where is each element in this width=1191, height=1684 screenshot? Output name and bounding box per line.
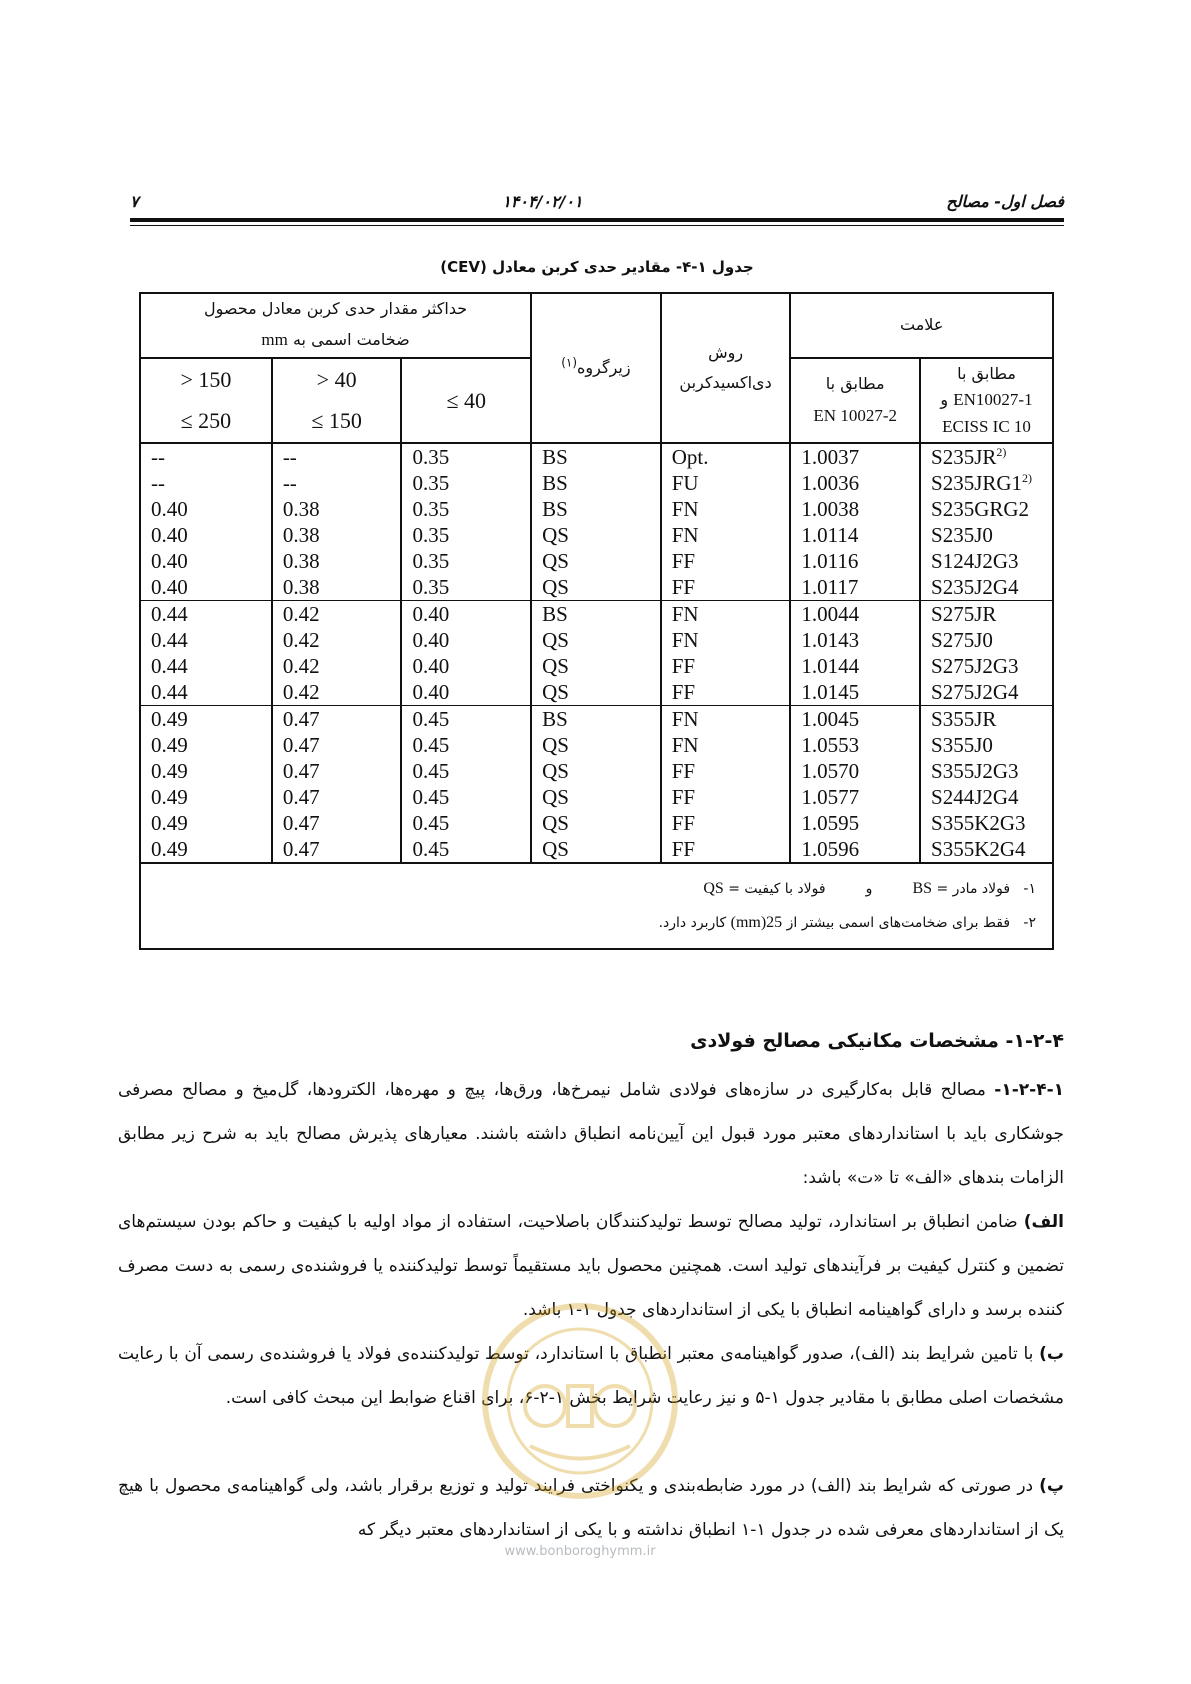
cell-steel-grade [920,653,1053,679]
cell-steel-grade [920,470,1053,496]
cell-deoxidation [661,496,791,522]
cell-subgroup-text: BS [542,602,568,627]
cell-thickness-3-text: 0.49 [151,811,188,836]
cell-subgroup [531,443,661,470]
cell-subgroup [531,574,661,601]
cell-deoxidation-text: FF [671,575,696,600]
cell-thickness-3-text: 0.49 [151,707,188,732]
cell-steel-number [790,758,920,784]
header-date: ۱۴۰۴/۰۲/۰۱ [502,191,583,211]
page-header [130,186,1064,216]
cell-steel-number [790,548,920,574]
cell-deoxidation [661,574,791,601]
cell-thickness-2-text: 0.47 [282,837,320,862]
cell-steel-grade [920,758,1053,784]
cell-thickness-3-text: 0.40 [151,497,188,522]
table-row [140,601,1053,628]
cell-thickness-1-text: 0.35 [412,471,450,496]
cell-thickness-2 [272,601,402,628]
cell-thickness-2-text: 0.38 [282,549,320,574]
cell-steel-grade-text: S235GRG2 [931,497,1030,522]
header-subgroup: زیرگروه$^{(۱)}$ [531,293,661,443]
paragraph-1: ۱-۲-۴-۱- مصالح قابل به‌کارگیری در سازه‌های فولادی شامل نیمرخ‌ها، ورق‌ها، پیچ و مهره‌ها، الکترودها، گل‌میخ و مصالح مصرفی جوشکاری باید با استانداردهای معتبر مورد قبول این آیین‌نامه انطباق داشته باشند. معیارهای پذیرش مصالح باید به شرح زیر مطابق الزامات بندهای «الف» تا «ت» باشد: [118,1080,1064,1188]
grade-footnote-mark: 2) [1022,471,1033,486]
cell-steel-number-text: 1.0038 [801,497,860,522]
cell-thickness-2-text: 0.42 [282,602,320,627]
cell-thickness-1-text: 0.45 [412,837,450,862]
cell-deoxidation-text: FU [671,471,699,496]
cell-subgroup [531,836,661,863]
cell-steel-grade [920,810,1053,836]
cell-subgroup-text: BS [542,707,568,732]
cell-thickness-2-text: 0.47 [282,811,320,836]
cell-steel-number [790,784,920,810]
cell-thickness-1-text: 0.45 [412,811,450,836]
cell-thickness-3-text: 0.40 [151,575,188,600]
cell-deoxidation [661,758,791,784]
cell-thickness-1 [401,679,531,706]
cell-steel-grade-text: S355JR [931,707,997,732]
cell-steel-number [790,732,920,758]
cell-steel-number [790,810,920,836]
cell-thickness-3-text: -- [151,471,165,496]
cell-steel-number [790,574,920,601]
cell-subgroup-text: QS [542,575,569,600]
table-row [140,574,1053,601]
cell-thickness-2 [272,784,402,810]
cell-steel-grade-text: S235JR [931,445,997,470]
cell-thickness-2-text: -- [282,445,297,470]
cell-thickness-2 [272,706,402,733]
cell-steel-grade [920,601,1053,628]
cell-subgroup [531,810,661,836]
cell-thickness-2 [272,443,402,470]
cell-thickness-2-text: 0.47 [282,785,320,810]
cell-deoxidation-text: FN [671,523,699,548]
table-row [140,443,1053,470]
cell-thickness-2 [272,836,402,863]
cell-steel-number-text: 1.0045 [801,707,860,732]
cell-thickness-2 [272,470,402,496]
header-rule-thin [130,225,1064,226]
cell-deoxidation [661,653,791,679]
cell-thickness-3 [140,706,272,733]
cell-thickness-2 [272,758,402,784]
table-row [140,758,1053,784]
cell-deoxidation [661,706,791,733]
cell-thickness-2 [272,653,402,679]
cell-steel-number-text: 1.0036 [801,471,860,496]
cell-steel-grade [920,784,1053,810]
cell-thickness-3 [140,758,272,784]
cell-steel-grade-text: S235J0 [931,523,993,548]
header-en10027-2: مطابق با EN 10027-2 [790,358,920,444]
cell-steel-grade [920,443,1053,470]
header-thickness-1: ≤ 40 [401,358,531,444]
cell-steel-grade [920,548,1053,574]
watermark-seal-icon [470,1296,690,1506]
cell-thickness-3-text: 0.40 [151,549,188,574]
cell-thickness-2-text: 0.42 [282,654,320,679]
cell-steel-number [790,627,920,653]
cell-thickness-3 [140,653,272,679]
cell-thickness-2 [272,679,402,706]
table-row [140,706,1053,733]
cell-thickness-3-text: 0.44 [151,654,188,679]
cell-steel-number [790,443,920,470]
table-row [140,522,1053,548]
notes-row [140,863,1053,949]
cell-subgroup-text: QS [542,680,569,705]
cell-steel-grade [920,627,1053,653]
cell-subgroup-text: QS [542,523,569,548]
cell-deoxidation-text: FF [671,837,696,862]
cell-thickness-1 [401,443,531,470]
cell-thickness-2-text: 0.42 [282,680,320,705]
cell-subgroup-text: QS [542,785,569,810]
cell-steel-grade [920,679,1053,706]
cell-thickness-2 [272,496,402,522]
cell-subgroup-text: QS [542,654,569,679]
table-row [140,470,1053,496]
cell-thickness-2 [272,810,402,836]
cell-thickness-3-text: 0.44 [151,680,188,705]
cell-steel-grade [920,706,1053,733]
cell-thickness-3 [140,470,272,496]
cell-steel-number [790,496,920,522]
cell-steel-grade-text: S355J0 [931,733,993,758]
cell-thickness-3 [140,443,272,470]
cell-steel-grade-text: S275J2G4 [931,680,1019,705]
cell-thickness-3 [140,836,272,863]
cell-thickness-1-text: 0.45 [412,759,450,784]
table-body [140,443,1053,863]
cell-steel-number-text: 1.0595 [801,811,860,836]
cell-deoxidation-text: FF [671,759,696,784]
header-max-cev: حداکثر مقدار حدی کربن معادل محصول ضخامت اسمی به mm [140,293,531,358]
table-row [140,732,1053,758]
cell-thickness-2 [272,548,402,574]
cell-steel-grade-text: S355J2G3 [931,759,1019,784]
cell-thickness-2-text: 0.47 [282,759,320,784]
table-row [140,548,1053,574]
cell-deoxidation-text: FN [671,733,699,758]
cell-steel-number-text: 1.0144 [801,654,860,679]
cell-deoxidation [661,784,791,810]
cell-steel-grade-text: S235JRG1 [931,471,1023,496]
cell-steel-number-text: 1.0037 [801,445,860,470]
cell-thickness-3 [140,784,272,810]
cell-steel-grade-text: S244J2G4 [931,785,1019,810]
table-row [140,627,1053,653]
cell-deoxidation-text: FF [671,654,696,679]
cell-deoxidation-text: FF [671,785,696,810]
cell-thickness-1 [401,601,531,628]
cell-subgroup [531,758,661,784]
cell-thickness-2 [272,627,402,653]
table-notes [140,863,1053,949]
cell-steel-number [790,470,920,496]
cell-deoxidation [661,548,791,574]
header-designation: علامت [790,293,1053,358]
cell-thickness-1 [401,784,531,810]
cell-thickness-2-text: 0.38 [282,497,320,522]
cell-thickness-3-text: 0.49 [151,759,188,784]
grade-footnote-mark: 2) [996,445,1007,460]
cell-subgroup [531,496,661,522]
cell-steel-grade [920,732,1053,758]
cell-deoxidation-text: FN [671,707,699,732]
table-row [140,496,1053,522]
header-en10027-1: مطابق با EN10027-1 و ECISS IC 10 [920,358,1053,444]
cell-subgroup [531,784,661,810]
cell-thickness-1 [401,810,531,836]
header-row-1 [140,293,1053,358]
cell-thickness-1-text: 0.35 [412,497,450,522]
cell-subgroup [531,548,661,574]
cell-thickness-3-text: 0.40 [151,523,188,548]
cell-deoxidation-text: Opt. [671,445,709,470]
cell-subgroup [531,732,661,758]
cell-thickness-2 [272,522,402,548]
cell-thickness-3-text: 0.49 [151,837,188,862]
cell-steel-number [790,601,920,628]
cell-steel-number-text: 1.0143 [801,628,860,653]
cell-steel-number-text: 1.0553 [801,733,860,758]
cell-deoxidation-text: FN [671,628,699,653]
header-thickness-3: > 150 ≤ 250 [140,358,272,444]
cell-thickness-1 [401,574,531,601]
cell-thickness-2 [272,574,402,601]
cell-steel-number-text: 1.0145 [801,680,860,705]
watermark-url: www.bonboroghymm.ir [504,1544,656,1559]
cell-steel-grade-text: S275J0 [931,628,993,653]
cell-thickness-1 [401,496,531,522]
cell-thickness-1-text: 0.35 [412,523,450,548]
cell-thickness-1 [401,470,531,496]
cell-steel-grade [920,496,1053,522]
cell-steel-grade-text: S275JR [931,602,997,627]
cell-deoxidation [661,522,791,548]
cell-steel-number [790,706,920,733]
page-number: ۷ [130,191,139,211]
cell-subgroup-text: QS [542,733,569,758]
cell-thickness-2-text: -- [282,471,297,496]
table-row [140,784,1053,810]
cell-steel-number [790,653,920,679]
cell-thickness-1 [401,836,531,863]
cell-thickness-1 [401,522,531,548]
cell-thickness-1-text: 0.45 [412,785,450,810]
header-deoxidation: روش دی‌اکسیدکربن [661,293,791,443]
cell-thickness-3 [140,522,272,548]
paragraph-pe: پ) در صورتی که شرایط بند (الف) در مورد ضابطه‌بندی و یکنواختی فرایند تولید و توزیع برقرار باشد، ولی گواهینامه‌ی محصول با هیچ یک از استانداردهای معرفی شده در جدول ۱-۱ انطباق نداشته و با یکی از استانداردهای معتبر دیگر که [118,1476,1065,1540]
cell-subgroup-text: QS [542,759,569,784]
cell-deoxidation-text: FN [671,602,699,627]
cell-steel-grade-text: S275J2G3 [931,654,1019,679]
cell-subgroup [531,653,661,679]
cell-thickness-3-text: 0.44 [151,628,188,653]
cell-deoxidation [661,601,791,628]
cell-thickness-2 [272,732,402,758]
cell-subgroup-text: BS [542,445,568,470]
cell-thickness-3 [140,548,272,574]
table-row [140,653,1053,679]
cell-thickness-3-text: 0.49 [151,785,188,810]
cell-thickness-1-text: 0.45 [412,733,450,758]
cell-steel-grade [920,574,1053,601]
header-rule-thick [130,218,1064,222]
cell-steel-number [790,836,920,863]
cell-thickness-3-text: -- [151,445,165,470]
cev-table [139,292,1054,950]
table-row [140,679,1053,706]
cell-thickness-1 [401,706,531,733]
cell-subgroup [531,522,661,548]
cell-deoxidation-text: FF [671,811,696,836]
cell-steel-number [790,522,920,548]
cell-thickness-2-text: 0.38 [282,523,320,548]
cell-subgroup [531,679,661,706]
cell-deoxidation-text: FN [671,497,699,522]
cell-thickness-1 [401,758,531,784]
cell-steel-number-text: 1.0044 [801,602,860,627]
cell-thickness-1-text: 0.40 [412,654,450,679]
cell-thickness-1-text: 0.40 [412,628,450,653]
cell-deoxidation [661,443,791,470]
cell-thickness-3 [140,496,272,522]
cell-deoxidation [661,836,791,863]
cell-steel-number-text: 1.0116 [801,549,859,574]
cell-deoxidation [661,732,791,758]
cell-deoxidation-text: FF [671,680,696,705]
cell-thickness-2-text: 0.47 [282,707,320,732]
cell-thickness-3 [140,574,272,601]
cell-steel-grade-text: S355K2G4 [931,837,1026,862]
cell-thickness-3-text: 0.49 [151,733,188,758]
cell-thickness-2-text: 0.47 [282,733,320,758]
cell-steel-grade [920,522,1053,548]
cell-subgroup-text: BS [542,471,568,496]
cell-subgroup [531,627,661,653]
cell-thickness-1-text: 0.35 [412,445,450,470]
cell-subgroup [531,706,661,733]
cell-thickness-1-text: 0.40 [412,602,450,627]
cell-subgroup-text: QS [542,628,569,653]
cell-thickness-3 [140,810,272,836]
cell-steel-number-text: 1.0114 [801,523,859,548]
cell-subgroup [531,470,661,496]
note-2: ۲- فقط برای ضخامت‌های اسمی بیشتر از 25(mm) کاربرد دارد. [658,914,1036,932]
cell-steel-grade-text: S235J2G4 [931,575,1019,600]
paragraph-be: ب) با تامین شرایط بند (الف)، صدور گواهینامه‌ی معتبر انطباق با استاندارد، توسط تولیدکننده‌ی فولاد یا فروشنده‌ی رسمی آن با رعایت مشخصات اصلی مطابق با مقادیر جدول ۱-۵ و نیز رعایت شرایط بخش ۱-۲-۶، برای اقناع ضوابط این مبحث کافی است. [118,1344,1064,1408]
cell-steel-grade-text: S355K2G3 [931,811,1026,836]
cell-steel-number-text: 1.0117 [801,575,859,600]
cell-subgroup-text: QS [542,837,569,862]
cell-subgroup-text: QS [542,811,569,836]
cell-thickness-3 [140,627,272,653]
cell-thickness-1-text: 0.40 [412,680,450,705]
cell-deoxidation-text: FF [671,549,696,574]
cell-deoxidation [661,679,791,706]
cell-thickness-1 [401,653,531,679]
cell-steel-grade-text: S124J2G3 [931,549,1019,574]
table-caption: جدول ۱-۴- مقادیر حدی کربن معادل (CEV) [440,258,754,276]
cell-thickness-3-text: 0.44 [151,602,188,627]
cell-thickness-3 [140,679,272,706]
chapter-title: فصل اول- مصالح [946,191,1064,211]
cell-thickness-2-text: 0.38 [282,575,320,600]
cell-deoxidation [661,627,791,653]
cell-subgroup [531,601,661,628]
cell-thickness-3 [140,601,272,628]
cell-thickness-2-text: 0.42 [282,628,320,653]
table-row [140,836,1053,863]
cell-thickness-1-text: 0.45 [412,707,450,732]
cell-deoxidation [661,810,791,836]
cell-thickness-1-text: 0.35 [412,575,450,600]
cell-steel-number-text: 1.0577 [801,785,860,810]
cell-subgroup-text: BS [542,497,568,522]
cell-thickness-1-text: 0.35 [412,549,450,574]
cell-steel-grade [920,836,1053,863]
cell-thickness-1 [401,548,531,574]
cell-steel-number-text: 1.0570 [801,759,860,784]
note-1: ۱- فولاد مادر = BS و فولاد با کیفیت = QS [703,880,1036,898]
cell-deoxidation [661,470,791,496]
cell-subgroup-text: QS [542,549,569,574]
section-heading: ۱-۲-۴- مشخصات مکانیکی مصالح فولادی [690,1030,1064,1052]
cell-thickness-3 [140,732,272,758]
header-thickness-2: > 40 ≤ 150 [272,358,402,444]
table-row [140,810,1053,836]
cell-thickness-1 [401,627,531,653]
cell-steel-number [790,679,920,706]
paragraph-alef: الف) ضامن انطباق بر استاندارد، تولید مصالح توسط تولیدکنندگان باصلاحیت، استفاده از مواد اولیه با کیفیت و حاکم بودن سیستم‌های تضمین و کنترل کیفیت بر فرآیندهای تولید است. همچنین محصول باید مستقیماً توسط تولیدکننده یا فروشنده‌ی رسمی به دست مصرف کننده برسد و دارای گواهینامه انطباق با یکی از استانداردهای جدول ۱-۱ باشد. [118,1212,1065,1320]
cell-steel-number-text: 1.0596 [801,837,860,862]
cell-thickness-1 [401,732,531,758]
